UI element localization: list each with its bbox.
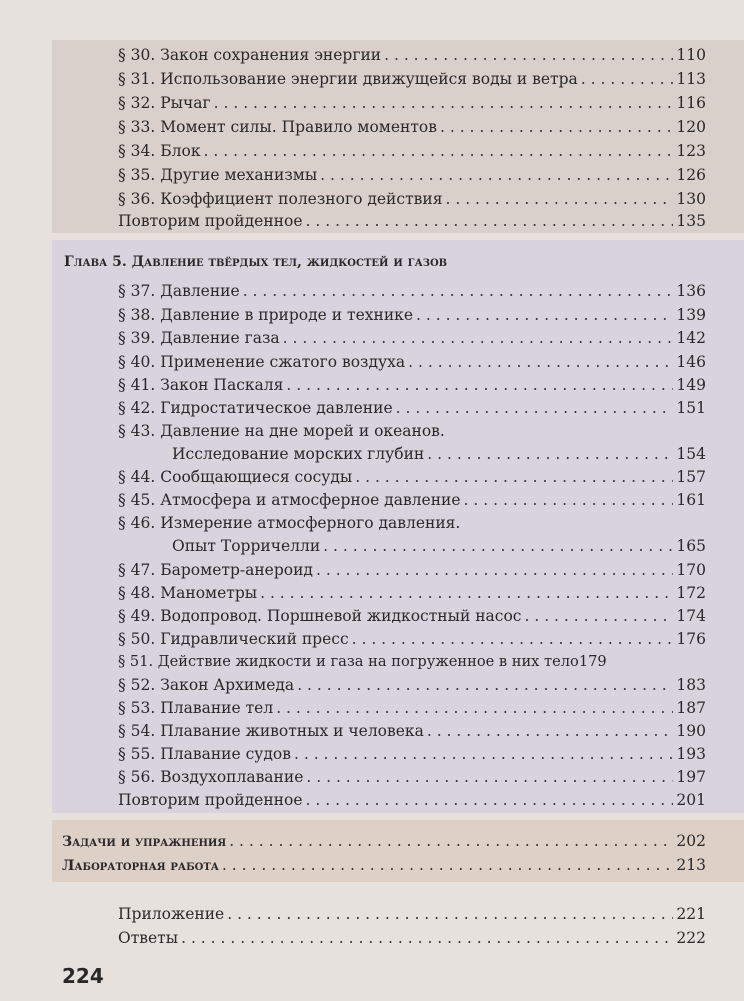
toc-entry-line1: § 43. Давление на дне морей и океанов. xyxy=(118,422,445,440)
toc-entry: § 35. Другие механизмы . . . 126 xyxy=(118,166,706,184)
toc-entry: § 38. Давление в природе и технике . . . 139 xyxy=(118,306,706,324)
toc-entry: § 50. Гидравлический пресс . . . 176 xyxy=(118,630,706,648)
toc-entry: § 49. Водопровод. Поршневой жидкостный насос . . . 174 xyxy=(118,607,706,625)
toc-entry: Лабораторная работа . . . 213 xyxy=(62,856,706,875)
toc-entry: § 37. Давление . . . 136 xyxy=(118,282,706,300)
toc-entry: Повторим пройденное . . . 135 xyxy=(118,212,706,230)
toc-entry: § 36. Коэффициент полезного действия . . . 130 xyxy=(118,190,706,208)
page-number: 224 xyxy=(62,964,104,988)
toc-entry: § 40. Применение сжатого воздуха . . . 146 xyxy=(118,353,706,371)
toc-entry: § 31. Использование энергии движущейся воды и ветра . . . 113 xyxy=(118,70,706,88)
toc-entry: § 30. Закон сохранения энергии . . . 110 xyxy=(118,46,706,64)
toc-entry: § 42. Гидростатическое давление . . . 151 xyxy=(118,399,706,417)
toc-entry: § 47. Барометр-анероид . . . 170 xyxy=(118,561,706,579)
toc-entry: § 54. Плавание животных и человека . . . 190 xyxy=(118,722,706,740)
toc-entry: § 39. Давление газа . . . 142 xyxy=(118,329,706,347)
toc-entry: § 44. Сообщающиеся сосуды . . . 157 xyxy=(118,468,706,486)
toc-entry: Задачи и упражнения . . . 202 xyxy=(62,832,706,851)
toc-entry: § 45. Атмосфера и атмосферное давление . . . 161 xyxy=(118,491,706,509)
toc-entry: Исследование морских глубин . . . 154 xyxy=(172,445,706,463)
toc-entry: § 56. Воздухоплавание . . . 197 xyxy=(118,768,706,786)
toc-entry: Повторим пройденное . . . 201 xyxy=(118,791,706,809)
toc-entry-line1: § 46. Измерение атмосферного давления. xyxy=(118,514,461,532)
toc-entry: § 48. Манометры . . . 172 xyxy=(118,584,706,602)
toc-entry: Опыт Торричелли . . . 165 xyxy=(172,537,706,555)
toc-entry: § 55. Плавание судов . . . 193 xyxy=(118,745,706,763)
chapter-heading: Глава 5. Давление твёрдых тел, жидкостей и газов xyxy=(64,254,448,270)
toc-entry: § 51. Действие жидкости и газа на погруженное в них тело 179 xyxy=(118,653,607,670)
toc-entry: § 52. Закон Архимеда . . . 183 xyxy=(118,676,706,694)
toc-entry: § 32. Рычаг . . . 116 xyxy=(118,94,706,112)
toc-entry: Ответы . . . 222 xyxy=(118,929,706,947)
toc-entry: § 33. Момент силы. Правило моментов . . . 120 xyxy=(118,118,706,136)
toc-entry: § 41. Закон Паскаля . . . 149 xyxy=(118,376,706,394)
toc-entry: § 53. Плавание тел . . . 187 xyxy=(118,699,706,717)
toc-entry: Приложение . . . 221 xyxy=(118,905,706,923)
toc-entry: § 34. Блок . . . 123 xyxy=(118,142,706,160)
